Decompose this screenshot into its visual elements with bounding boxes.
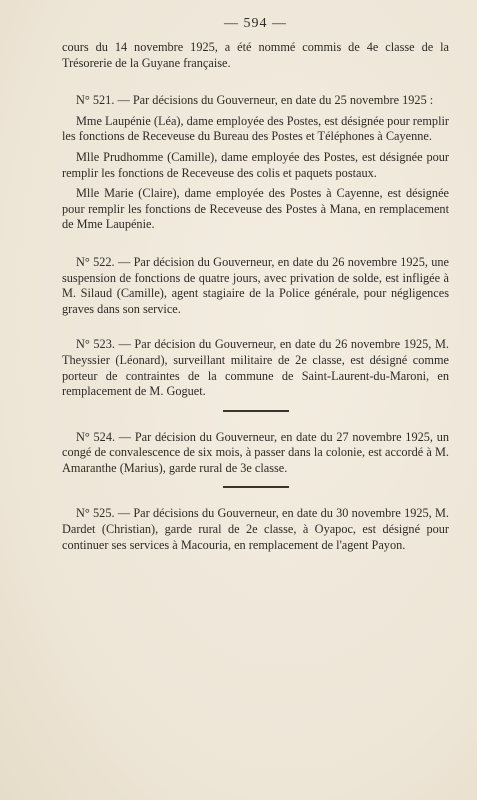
decision-item: Mlle Prudhomme (Camille), dame employée des Postes, est désignée pour remplir les fonctions de Receveuse des colis et paquets postaux.: [62, 149, 449, 180]
decision-item: Mlle Marie (Claire), dame employée des Postes à Cayenne, est désignée pour remplir les fonctions de Receveuse des Postes à Mana, en remplacement de Mme Laupénie.: [62, 186, 449, 232]
decision-text: N° 522. — Par décision du Gouverneur, en date du 26 novembre 1925, une suspension de fonctions de quatre jours, avec privation de solde, est infligée à M. Silaud (Camille), agent stagiaire de la Police générale, pour négligences graves dans son service.: [62, 254, 449, 316]
decision-521: [62, 93, 449, 233]
intro-paragraph: cours du 14 novembre 1925, a été nommé commis de 4e classe de la Trésorerie de la Guyane française.: [62, 40, 449, 70]
decision-525: [62, 506, 449, 553]
decision-523: [62, 337, 449, 399]
decision-text: N° 523. — Par décision du Gouverneur, en date du 26 novembre 1925, M. Theyssier (Léonard), surveillant militaire de 2e classe, est désigné comme porteur de contraintes de la commune de Saint-Laurent-du-Maroni, en remplacement de M. Goguet.: [62, 337, 449, 399]
decision-text: N° 524. — Par décision du Gouverneur, en date du 27 novembre 1925, un congé de convalescence de six mois, à passer dans la colonie, est accordé à M. Amaranthe (Marius), garde rural de 3e classe.: [62, 429, 449, 475]
decision-item: Mme Laupénie (Léa), dame employée des Postes, est désignée pour remplir les fonctions de Receveuse du Bureau des Postes et Téléphones à Cayenne.: [62, 113, 449, 144]
decision-heading: N° 521. — Par décisions du Gouverneur, en date du 25 novembre 1925 :: [76, 93, 434, 108]
decision-524: [62, 430, 449, 477]
decision-522: [62, 255, 449, 317]
page-number: — 594 —: [224, 16, 287, 31]
decision-text: N° 525. — Par décisions du Gouverneur, en date du 30 novembre 1925, M. Dardet (Christian), garde rural de 2e classe, à Oyapoc, est désigné pour continuer ses services à Macouria, en remplacement de l'agent Payon.: [62, 506, 449, 552]
